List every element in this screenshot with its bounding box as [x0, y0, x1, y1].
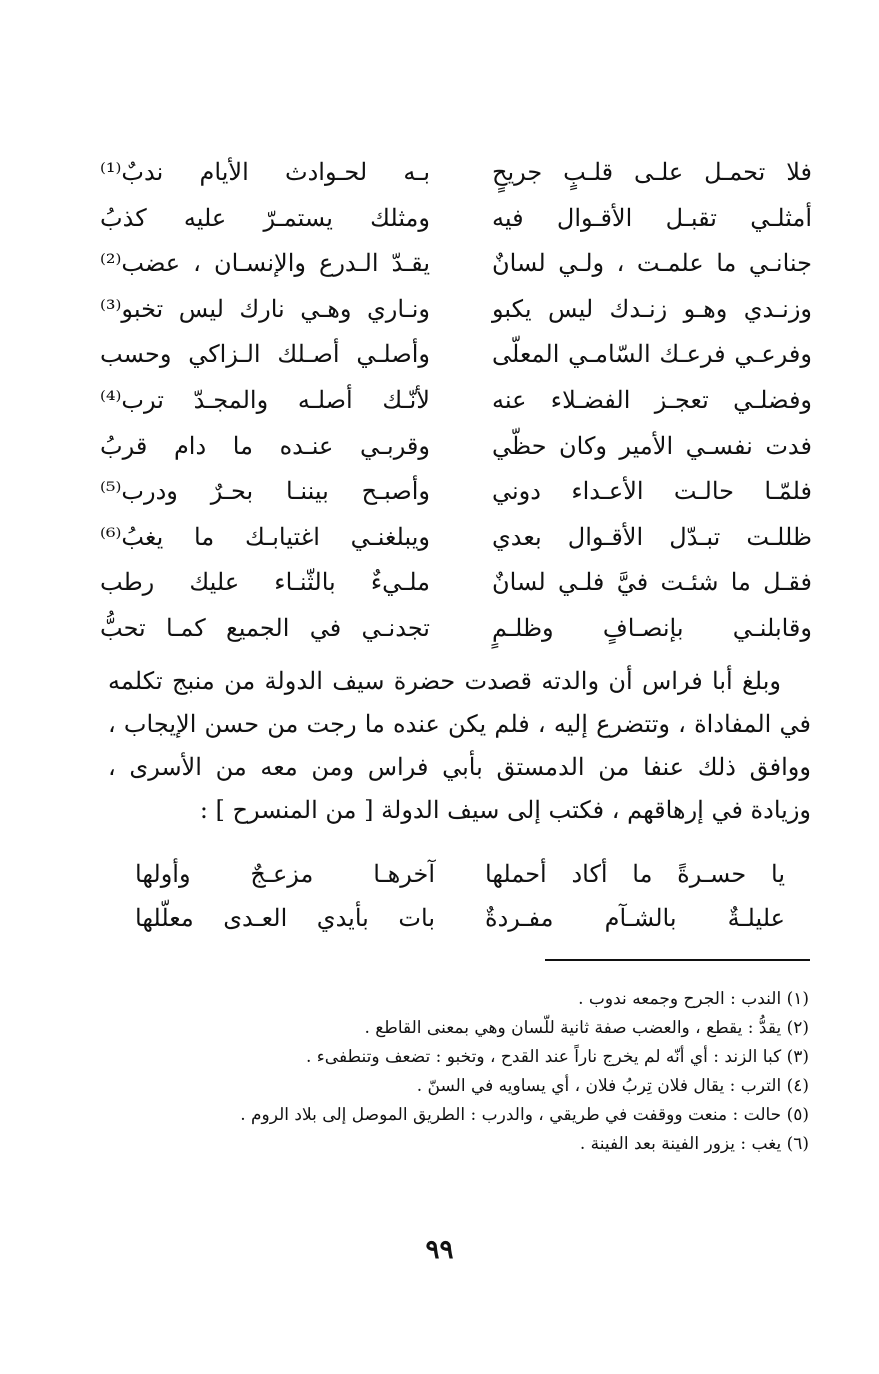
- poem-block-2: [135, 852, 785, 940]
- second-hemistich: وقربـي عنـده ما دام قربُ: [100, 431, 430, 460]
- footnote-6: (٦) يغب : يزور الفينة بعد الفينة .: [579, 1134, 809, 1154]
- second-hemistich: لأنّـك أصلـه والمجـدّ ترب⁽⁴⁾: [100, 385, 430, 414]
- prose-text: وبلغ أبا فراس أن والدته قصدت حضرة سيف الدولة من منبج تكلمه في المفاداة ، وتتضرع إليه ، فلم يكن عنده ما رجت من حسن الإيجاب ، ووافق ذلك عنفا من الدمستق بأبي فراس ومن معه من الأسرى ، وزيادة في إرهاقهم ، فكتب إلى سيف الدولة [ من المنسرح ] :: [108, 667, 812, 824]
- first-hemistich: فقـل ما شئـت فيَّ فلـي لسانٌ: [492, 568, 812, 597]
- verse-line: [100, 378, 812, 424]
- poem-block-1: [100, 150, 812, 652]
- footnote-separator: [545, 959, 810, 961]
- verse-line: [135, 896, 785, 940]
- footnote-3: (٣) كبا الزند : أي أنّه لم يخرج ناراً عند القدح ، وتخبو : تضعف وتنطفىء .: [305, 1047, 809, 1067]
- first-hemistich: وفضلـي تعجـز الفضـلاء عنه: [492, 385, 812, 414]
- verse-line: [100, 560, 812, 606]
- second-hemistich: بات بأيدي العـدى معلّلها: [135, 904, 435, 932]
- verse-line: [100, 469, 812, 515]
- footnote-4: (٤) الترب : يقال فلان تِربُ فلان ، أي يساويه في السنّ .: [416, 1076, 809, 1096]
- page-number: ٩٩: [425, 1235, 454, 1265]
- second-hemistich: ونـاري وهـي نارك ليس تخبو⁽³⁾: [100, 294, 430, 323]
- verse-line: [100, 515, 812, 561]
- first-hemistich: جنانـي ما علمـت ، ولـي لسانٌ: [492, 249, 812, 278]
- second-hemistich: وأصبـح بيننـا بحـرٌ ودرب⁽⁵⁾: [100, 477, 430, 506]
- second-hemistich: يقـدّ الـدرع والإنسـان ، عضب⁽²⁾: [100, 249, 430, 278]
- second-hemistich: ويبلغنـي اغتيابـك ما يغبُ⁽⁶⁾: [100, 522, 430, 551]
- first-hemistich: وفرعـي فرعـك السّامـي المعلّى: [492, 340, 812, 369]
- footnote-5: (٥) حالت : منعت ووقفت في طريقي ، والدرب : الطريق الموصل إلى بلاد الروم .: [240, 1105, 809, 1125]
- verse-line: [100, 150, 812, 196]
- first-hemistich: عليلـةٌ بالشـآم مفـردةٌ: [485, 904, 785, 932]
- first-hemistich: وقابلنـي بإنصـافٍ وظلـمٍ: [492, 613, 812, 642]
- verse-line: [100, 332, 812, 378]
- verse-line: [100, 241, 812, 287]
- verse-line: [135, 852, 785, 896]
- footnotes: [189, 985, 809, 1159]
- verse-line: [100, 287, 812, 333]
- verse-line: [100, 196, 812, 242]
- second-hemistich: آخرهـا مزعـجٌ وأولها: [135, 860, 435, 888]
- first-hemistich: فلمّـا حالـت الأعـداء دوني: [492, 477, 812, 506]
- second-hemistich: تجدنـي في الجميع كمـا تحبُّ: [100, 613, 430, 642]
- first-hemistich: ظللـت تبـدّل الأقـوال بعدي: [492, 522, 812, 551]
- first-hemistich: فلا تحمـل علـى قلـبٍ جريحٍ: [492, 158, 812, 186]
- second-hemistich: ومثلك يستمـرّ عليه كذبُ: [100, 203, 430, 232]
- verse-line: [100, 424, 812, 470]
- first-hemistich: أمثلـي تقبـل الأقـوال فيه: [492, 203, 812, 232]
- second-hemistich: بـه لحـوادث الأيام ندبٌ⁽¹⁾: [100, 158, 430, 186]
- first-hemistich: يا حسـرةً ما أكاد أحملها: [485, 860, 785, 888]
- footnote-1: (١) الندب : الجرح وجمعه ندوب .: [578, 989, 809, 1009]
- first-hemistich: فدت نفسـي الأمير وكان حظّي: [492, 431, 812, 460]
- second-hemistich: ملـيءٌ بالثّنـاء عليك رطب: [100, 568, 430, 597]
- prose-paragraph: [108, 660, 811, 832]
- first-hemistich: وزنـدي وهـو زنـدك ليس يكبو: [492, 294, 812, 323]
- footnote-2: (٢) يقدُّ : يقطع ، والعضب صفة ثانية للّسان وهي بمعنى القاطع .: [364, 1018, 809, 1038]
- verse-line: [100, 606, 812, 652]
- second-hemistich: وأصلـي أصـلك الـزاكي وحسب: [100, 340, 430, 369]
